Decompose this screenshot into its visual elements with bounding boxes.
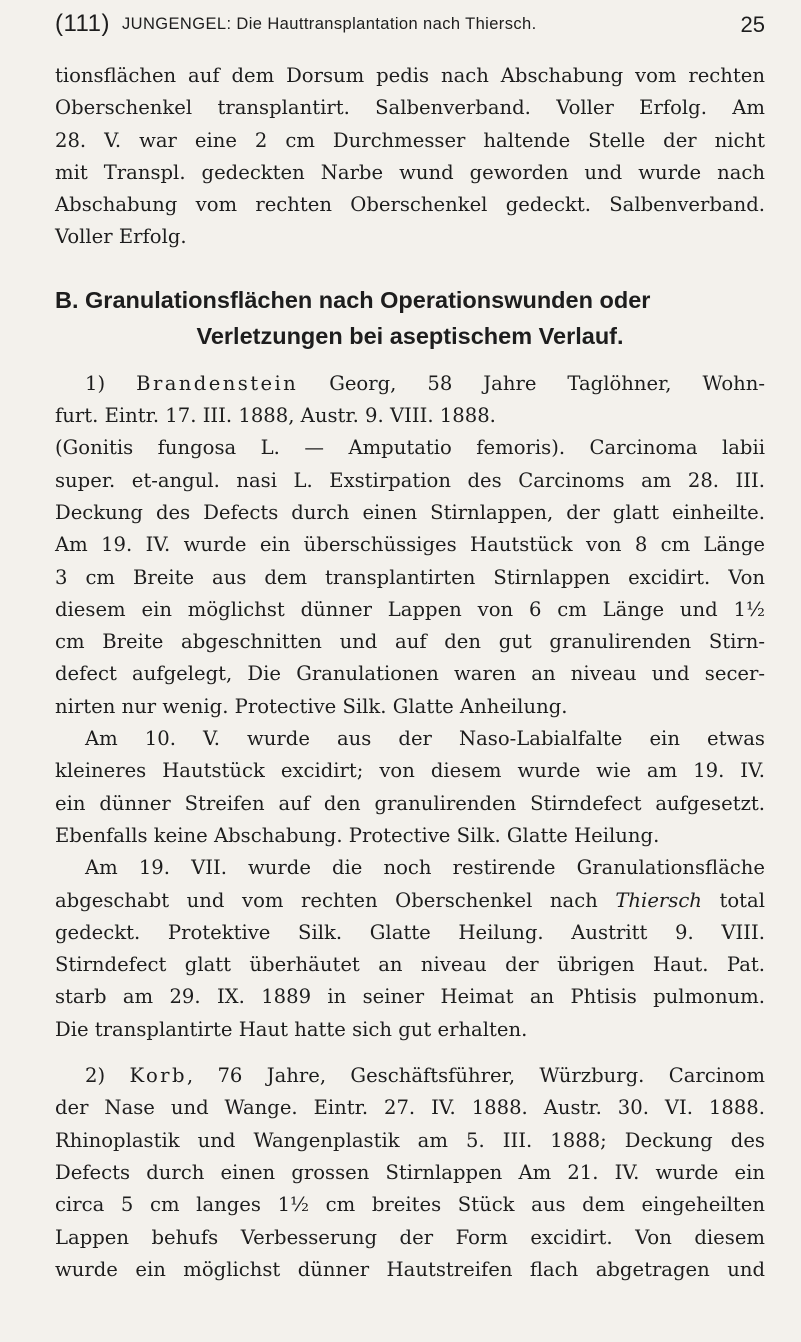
- text-line: 28. V. war eine 2 cm Durchmesser haltende Stelle der nicht: [55, 128, 765, 152]
- text-line: Die transplantirte Haut hatte sich gut erhalten.: [55, 1017, 528, 1041]
- section-number: (111): [55, 10, 110, 37]
- text-line: defect aufgelegt, Die Granulationen waren an niveau und secer-: [55, 662, 765, 686]
- patient-name: Korb: [129, 1064, 187, 1088]
- text-line: Lappen behufs Verbesserung der Form excidirt. Von diesem: [55, 1225, 765, 1249]
- heading-line: Verletzungen bei aseptischem Verlauf.: [196, 322, 624, 349]
- text-segment: total: [701, 888, 765, 912]
- text-line: Voller Erfolg.: [55, 225, 187, 249]
- text-line: (Gonitis fungosa L. — Amputatio femoris). Carcinoma labii: [55, 436, 765, 460]
- text-line: Stirndefect glatt überhäutet an niveau der übrigen Haut. Pat.: [55, 953, 765, 977]
- running-title: JUNGENGEL: Die Hauttransplantation nach Thiersch.: [122, 15, 537, 33]
- running-head: [55, 10, 765, 50]
- text-line: Ebenfalls keine Abschabung. Protective Silk. Glatte Heilung.: [55, 823, 660, 847]
- text-line: Rhinoplastik und Wangenplastik am 5. III. 1888; Deckung des: [55, 1128, 765, 1152]
- text-line: gedeckt. Protektive Silk. Glatte Heilung. Austritt 9. VIII.: [55, 920, 765, 944]
- text-line: cm Breite abgeschnitten und auf den gut granulirenden Stirn-: [55, 630, 765, 654]
- text-line: super. et-angul. nasi L. Exstirpation des Carcinoms am 28. III.: [55, 468, 765, 492]
- text-line: kleineres Hautstück excidirt; von diesem wurde wie am 19. IV.: [55, 759, 765, 783]
- text-line: 3 cm Breite aus dem transplantirten Stirnlappen excidirt. Von: [55, 565, 765, 589]
- text-line: wurde ein möglichst dünner Hautstreifen flach abgetragen und: [55, 1257, 765, 1281]
- case-2: [55, 1060, 765, 1286]
- intro-paragraph: [55, 60, 765, 254]
- text-line: circa 5 cm langes 1½ cm breites Stück aus dem eingeheilten: [55, 1193, 765, 1217]
- text-line: tionsflächen auf dem Dorsum pedis nach Abschabung vom rechten: [55, 64, 765, 87]
- text-line: Am 19. IV. wurde ein überschüssiges Hautstück von 8 cm Länge: [55, 533, 765, 557]
- text-line: nirten nur wenig. Protective Silk. Glatte Anheilung.: [55, 694, 568, 718]
- section-heading: [55, 282, 765, 354]
- text-line: Abschabung vom rechten Oberschenkel gedeckt. Salbenverband.: [55, 193, 765, 217]
- case-details: , 76 Jahre, Geschäftsführer, Würzburg. Carcinom: [186, 1064, 765, 1088]
- text-line: furt. Eintr. 17. III. 1888, Austr. 9. VIII. 1888.: [55, 404, 496, 428]
- text-line: Deckung des Defects durch einen Stirnlappen, der glatt einheilte.: [55, 500, 765, 524]
- case-1: [55, 368, 765, 1046]
- text-line: Am 10. V. wurde aus der Naso-Labialfalte ein etwas: [85, 727, 765, 751]
- text-line: Defects durch einen grossen Stirnlappen Am 21. IV. wurde ein: [55, 1160, 765, 1184]
- author-name: Thiersch: [615, 888, 702, 912]
- text-line: [55, 885, 765, 917]
- text-line: der Nase und Wange. Eintr. 27. IV. 1888. Austr. 30. VI. 1888.: [55, 1096, 765, 1120]
- case-number: 2): [85, 1064, 106, 1088]
- text-line: Am 19. VII. wurde die noch restirende Granulationsfläche: [85, 856, 765, 880]
- case-number: 1): [85, 371, 106, 395]
- text-line: [55, 368, 765, 400]
- text-line: ein dünner Streifen auf den granulirenden Stirndefect aufgesetzt.: [55, 791, 765, 815]
- page-number: 25: [740, 12, 765, 37]
- case-details: Georg, 58 Jahre Taglöhner, Wohn-: [298, 371, 766, 395]
- text-line: diesem ein möglichst dünner Lappen von 6 cm Länge und 1½: [55, 597, 765, 621]
- heading-line: B. Granulationsflächen nach Operationswunden oder: [55, 286, 651, 313]
- text-line: [55, 1060, 765, 1092]
- text-segment: abgeschabt und vom rechten Oberschenkel nach: [55, 888, 616, 912]
- patient-name: Brandenstein: [136, 371, 299, 395]
- body-text: [55, 60, 765, 1286]
- text-line: starb am 29. IX. 1889 in seiner Heimat an Phtisis pulmonum.: [55, 985, 765, 1009]
- text-line: Oberschenkel transplantirt. Salbenverband. Voller Erfolg. Am: [55, 96, 765, 120]
- text-line: mit Transpl. gedeckten Narbe wund geworden und wurde nach: [55, 160, 765, 184]
